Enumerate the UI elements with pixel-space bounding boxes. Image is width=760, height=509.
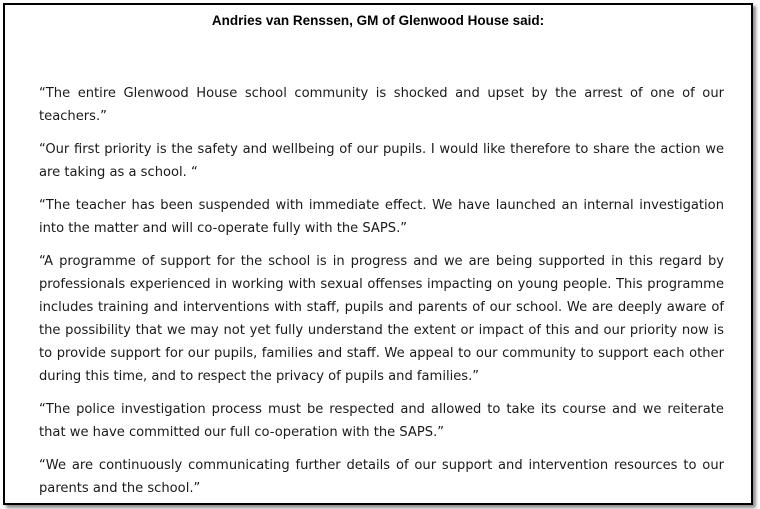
paragraph-3: “The teacher has been suspended with immediate effect. We have launched an internal investigation into the matter and will co-operate fully with the SAPS.” — [39, 198, 724, 236]
paragraph-2: “Our first priority is the safety and wellbeing of our pupils. I would like therefore to share the action we are taking as a school. “ — [39, 142, 724, 180]
statement-heading: Andries van Renssen, GM of Glenwood House said: — [211, 13, 545, 28]
statement-body — [39, 82, 724, 505]
paragraph-4: “A programme of support for the school is in progress and we are being supported in this regard by professionals experienced in working with sexual offenses impacting on young people. This programme includes training and interventions with staff, pupils and parents of our school. We are deeply aware of the possibility that we may not yet fully understand the extent or impact of this and our priority now is to provide support for our pupils, families and staff. We appeal to our community to support each other during this time, and to respect the privacy of pupils and families.” — [39, 254, 724, 384]
statement-box — [3, 3, 753, 505]
paragraph-6: “We are continuously communicating further details of our support and intervention resources to our parents and the school.” — [39, 458, 724, 496]
paragraph-1: “The entire Glenwood House school community is shocked and upset by the arrest of one of our teachers.” — [39, 86, 724, 124]
paragraph-5: “The police investigation process must be respected and allowed to take its course and we reiterate that we have committed our full co-operation with the SAPS.” — [39, 402, 724, 440]
